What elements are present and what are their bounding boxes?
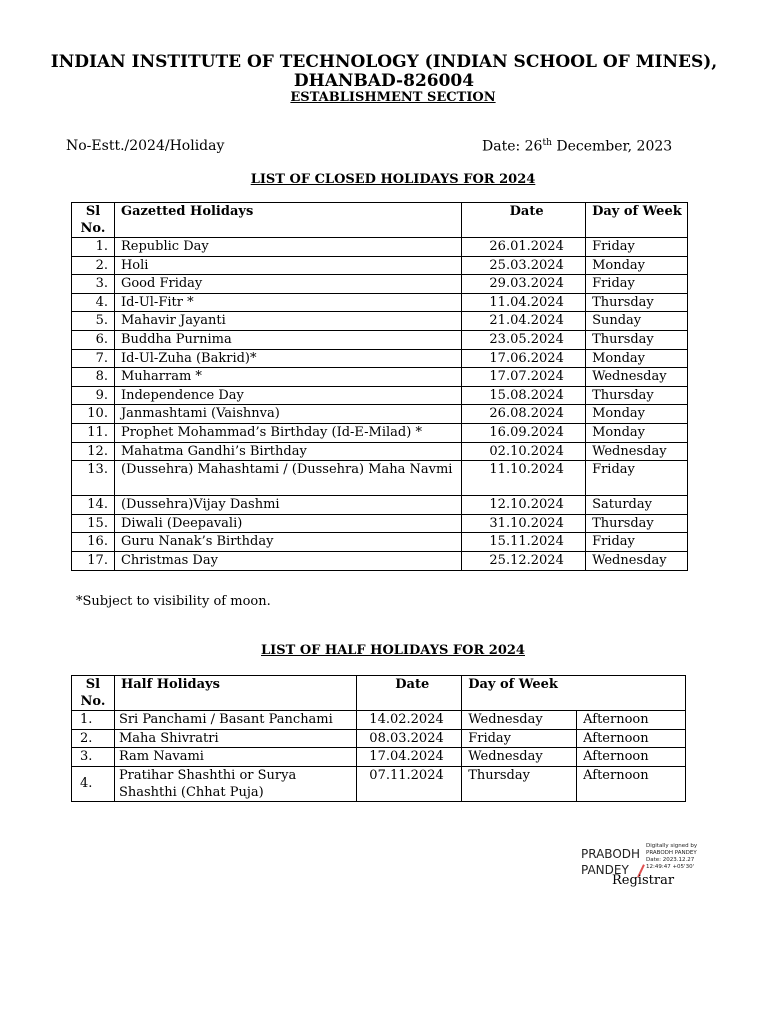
row-sl: 1. (72, 711, 115, 730)
table-row (72, 766, 686, 801)
row-holiday-name: Pratihar Shashthi or Surya Shashthi (Chhat Puja) (114, 766, 356, 801)
row-holiday-name: Mahatma Gandhi’s Birthday (114, 442, 461, 461)
row-sl: 8. (72, 368, 115, 387)
col-name: Half Holidays (114, 676, 356, 711)
row-holiday-name: Christmas Day (114, 551, 461, 570)
closed-holidays-table (71, 202, 688, 571)
row-holiday-name: Id-Ul-Fitr * (114, 293, 461, 312)
row-date: 29.03.2024 (462, 275, 586, 294)
table-row (72, 514, 688, 533)
digital-stamp-line2: PRABODH PANDEY (646, 850, 697, 856)
row-day: Friday (586, 275, 688, 294)
row-date: 07.11.2024 (357, 766, 462, 801)
row-date: 17.06.2024 (462, 349, 586, 368)
row-sl: 6. (72, 330, 115, 349)
row-day: Thursday (586, 293, 688, 312)
row-holiday-name: Ram Navami (114, 748, 356, 767)
row-day: Friday (586, 533, 688, 552)
section-title: ESTABLISHMENT SECTION (290, 90, 496, 105)
row-holiday-name: Prophet Mohammad’s Birthday (Id-E-Milad) * (114, 423, 461, 442)
row-sl: 1. (72, 238, 115, 257)
row-date: 17.04.2024 (357, 748, 462, 767)
row-sl: 3. (72, 748, 115, 767)
row-holiday-name: Sri Panchami / Basant Panchami (114, 711, 356, 730)
table-row (72, 386, 688, 405)
row-holiday-name: Diwali (Deepavali) (114, 514, 461, 533)
col-sl: Sl No. (72, 676, 115, 711)
table-row (72, 238, 688, 257)
row-date: 11.04.2024 (462, 293, 586, 312)
row-sl: 7. (72, 349, 115, 368)
date-rest: December, 2023 (551, 138, 673, 155)
row-day: Wednesday (586, 551, 688, 570)
row-part: Afternoon (577, 766, 686, 801)
row-day: Wednesday (462, 748, 577, 767)
row-day: Thursday (462, 766, 577, 801)
table-row (72, 405, 688, 424)
col-day: Day of Week (462, 676, 686, 711)
table-row (72, 711, 686, 730)
row-holiday-name: (Dussehra)Vijay Dashmi (114, 496, 461, 515)
row-date: 14.02.2024 (357, 711, 462, 730)
signature-name-line2: PANDEY (581, 863, 629, 877)
table-row (72, 442, 688, 461)
row-sl: 14. (72, 496, 115, 515)
row-day: Friday (462, 729, 577, 748)
row-date: 23.05.2024 (462, 330, 586, 349)
row-sl: 4. (72, 766, 115, 801)
table-row (72, 729, 686, 748)
table-row (72, 330, 688, 349)
row-date: 25.03.2024 (462, 256, 586, 275)
row-day: Wednesday (586, 442, 688, 461)
digital-stamp-line1: Digitally signed by (646, 843, 698, 849)
row-day: Sunday (586, 312, 688, 331)
table-header-row (72, 203, 688, 238)
row-date: 15.11.2024 (462, 533, 586, 552)
row-date: 26.08.2024 (462, 405, 586, 424)
row-date: 15.08.2024 (462, 386, 586, 405)
half-holidays-heading: LIST OF HALF HOLIDAYS FOR 2024 (261, 643, 525, 658)
table-row (72, 748, 686, 767)
row-holiday-name: Muharram * (114, 368, 461, 387)
digital-signature-stamp (646, 843, 716, 871)
row-day: Thursday (586, 330, 688, 349)
row-holiday-name: Maha Shivratri (114, 729, 356, 748)
row-part: Afternoon (577, 748, 686, 767)
row-holiday-name: Mahavir Jayanti (114, 312, 461, 331)
institute-title-line1: INDIAN INSTITUTE OF TECHNOLOGY (INDIAN SCHOOL OF MINES), (50, 52, 718, 72)
date-superscript: th (542, 138, 552, 148)
reference-number: No-Estt./2024/Holiday (66, 138, 225, 154)
row-holiday-name: Id-Ul-Zuha (Bakrid)* (114, 349, 461, 368)
half-holidays-table (71, 675, 686, 802)
row-day: Friday (586, 461, 688, 496)
row-sl: 2. (72, 729, 115, 748)
digital-stamp-line4: 12:49:47 +05'30' (646, 864, 695, 870)
row-holiday-name: Buddha Purnima (114, 330, 461, 349)
row-day: Wednesday (462, 711, 577, 730)
row-date: 21.04.2024 (462, 312, 586, 331)
institute-title-line2: DHANBAD-826004 (293, 71, 475, 91)
table-row (72, 275, 688, 294)
col-sl: Sl No. (72, 203, 115, 238)
row-sl: 16. (72, 533, 115, 552)
row-sl: 9. (72, 386, 115, 405)
row-date: 25.12.2024 (462, 551, 586, 570)
row-holiday-name: Guru Nanak’s Birthday (114, 533, 461, 552)
table-row (72, 312, 688, 331)
col-date: Date (462, 203, 586, 238)
row-part: Afternoon (577, 711, 686, 730)
row-sl: 17. (72, 551, 115, 570)
row-holiday-name: Janmashtami (Vaishnva) (114, 405, 461, 424)
row-sl: 12. (72, 442, 115, 461)
row-day: Thursday (586, 386, 688, 405)
row-sl: 4. (72, 293, 115, 312)
row-sl: 2. (72, 256, 115, 275)
date-label: Date: 26 (482, 138, 543, 155)
row-date: 16.09.2024 (462, 423, 586, 442)
digital-stamp-line3: Date: 2023.12.27 (646, 857, 695, 863)
closed-holidays-heading: LIST OF CLOSED HOLIDAYS FOR 2024 (250, 172, 536, 187)
row-sl: 13. (72, 461, 115, 496)
row-day: Wednesday (586, 368, 688, 387)
table-row (72, 496, 688, 515)
row-sl: 5. (72, 312, 115, 331)
document-date (482, 138, 672, 155)
table-row (72, 533, 688, 552)
table-row (72, 461, 688, 496)
row-date: 08.03.2024 (357, 729, 462, 748)
col-name: Gazetted Holidays (114, 203, 461, 238)
table-row (72, 551, 688, 570)
row-date: 02.10.2024 (462, 442, 586, 461)
row-day: Friday (586, 238, 688, 257)
table-row (72, 256, 688, 275)
row-holiday-name: Independence Day (114, 386, 461, 405)
row-day: Thursday (586, 514, 688, 533)
table-row (72, 349, 688, 368)
table-row (72, 293, 688, 312)
col-day: Day of Week (586, 203, 688, 238)
table-header-row (72, 676, 686, 711)
row-date: 17.07.2024 (462, 368, 586, 387)
row-day: Monday (586, 256, 688, 275)
row-sl: 15. (72, 514, 115, 533)
row-holiday-name: Good Friday (114, 275, 461, 294)
row-day: Monday (586, 423, 688, 442)
row-holiday-name: Holi (114, 256, 461, 275)
row-sl: 11. (72, 423, 115, 442)
row-date: 11.10.2024 (462, 461, 586, 496)
row-day: Saturday (586, 496, 688, 515)
table-row (72, 423, 688, 442)
row-date: 12.10.2024 (462, 496, 586, 515)
table-row (72, 368, 688, 387)
row-holiday-name: (Dussehra) Mahashtami / (Dussehra) Maha Navmi (114, 461, 461, 496)
row-date: 26.01.2024 (462, 238, 586, 257)
row-sl: 3. (72, 275, 115, 294)
col-date: Date (357, 676, 462, 711)
row-sl: 10. (72, 405, 115, 424)
row-part: Afternoon (577, 729, 686, 748)
row-day: Monday (586, 349, 688, 368)
row-holiday-name: Republic Day (114, 238, 461, 257)
registrar-designation: Registrar (612, 873, 675, 888)
moon-note: *Subject to visibility of moon. (76, 594, 271, 609)
signature-name-line1: PRABODH (581, 847, 641, 861)
row-day: Monday (586, 405, 688, 424)
row-date: 31.10.2024 (462, 514, 586, 533)
